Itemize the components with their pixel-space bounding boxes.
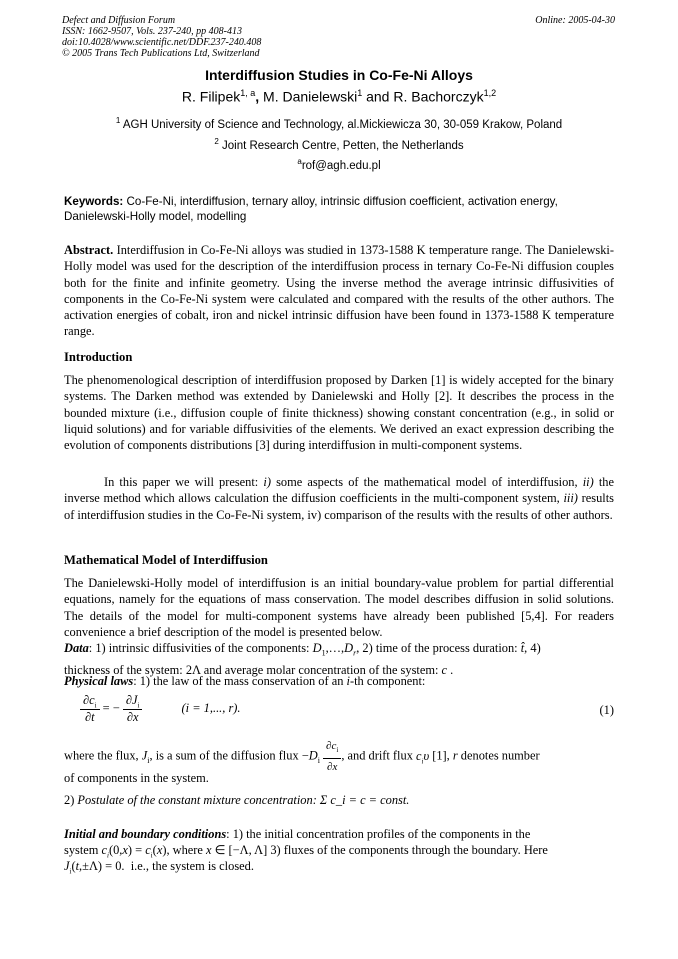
equation-1: $\frac{\partial c_i}{\partial t}$ = − $\frac{\partial J_i}{\partial x}$ (i = 1,..., r). <box>80 693 614 725</box>
physical-laws-text2: -th component: <box>349 674 426 688</box>
postulate-line <box>64 792 614 808</box>
flux-text-b: , is a sum of the diffusion flux <box>149 748 302 763</box>
data-label: Data <box>64 641 89 655</box>
author-2: M. Danielewski <box>263 88 358 105</box>
keywords-text: Co-Fe-Ni, interdiffusion, ternary alloy, intrinsic diffusion coefficient, activation energy, Danielewski-Holly model, modelling <box>64 195 558 223</box>
author-3: R. Bachorczyk <box>393 88 484 105</box>
data-text-c: , 4) <box>524 641 541 655</box>
affiliation-2 <box>0 137 678 152</box>
affiliation-1-sup: 1 <box>115 116 121 125</box>
intro-p2-b: some aspects of the mathematical model of interdiffusion, <box>270 475 583 489</box>
journal-header <box>62 15 261 59</box>
affiliation-1-text: AGH University of Science and Technology, al.Mickiewicza 30, 30-059 Krakow, Poland <box>122 118 563 131</box>
initial-conditions-text-e: i.e., the system is closed. <box>130 859 254 873</box>
copyright: © 2005 Trans Tech Publications Ltd, Switzerland <box>62 48 260 59</box>
initial-conditions-text-a: : 1) the initial concentration profiles of the components in the <box>226 827 531 841</box>
paper-title: Interdiffusion Studies in Co-Fe-Ni Alloys <box>205 67 473 83</box>
intro-paragraph-2 <box>64 474 614 523</box>
section-heading-introduction: Introduction <box>64 350 133 364</box>
keywords-label: Keywords: <box>64 195 124 208</box>
flux-text-e: denotes number <box>457 748 540 763</box>
author-3-sup: 1,2 <box>483 88 497 98</box>
postulate-label: Postulate of the constant mixture concentration <box>77 793 313 807</box>
intro-p2-d: results of interdiffusion studies in the Co-Fe-Ni system, iv) comparison of the results with the results of other authors. <box>64 491 614 522</box>
journal-name: Defect and Diffusion Forum <box>62 15 176 26</box>
affiliation-2-text: Joint Research Centre, Petten, the Netherlands <box>222 139 464 152</box>
initial-conditions-label: Initial and boundary conditions <box>64 827 227 841</box>
initial-conditions-text-b: system <box>64 843 102 857</box>
flux-line-2: of components in the system. <box>64 771 209 785</box>
initial-conditions-line-2: system $c_i(0,x) = c_i(x)$, where x ∈ [−Λ, Λ] 3) fluxes of the components through the boundary. Here <box>64 843 548 860</box>
author-and: and <box>366 88 390 105</box>
author-1-sup: 1, a <box>240 88 256 98</box>
data-line: Data: 1) intrinsic diffusivities of the components: $D_1,\dots,D_r$, 2) time of the process duration: t̂, 4) thickness of the system: 2Λ and average molar concentration of the system: c . <box>64 641 541 677</box>
model-paragraph-1: The Danielewski-Holly model of interdiffusion is an initial boundary-value problem for partial differential equations, namely for the equations of mass conservation. The model describes diffusion in solid solutions. The details of the model for multi-component systems have already been published [5,4]. For readers convenience a brief description of the model is presented below. <box>64 576 614 639</box>
physical-laws-i: i <box>346 674 350 688</box>
flux-text-a: where the flux, <box>64 748 142 763</box>
section-heading-model: Mathematical Model of Interdiffusion <box>64 553 268 567</box>
data-text-a: : 1) intrinsic diffusivities of the components: <box>88 641 313 655</box>
doi: doi:10.4028/www.scientific.net/DDF.237-240.408 <box>62 37 262 48</box>
physical-laws-line <box>64 673 614 689</box>
initial-conditions-line <box>64 826 614 842</box>
abstract-text: Interdiffusion in Co-Fe-Ni alloys was studied in 1373-1588 K temperature range. The Danielewski-Holly model was used for the description of the interdiffusion process in ternary Co-Fe-Ni diffusion couples both for the finite and infinite geometry. Using the inverse method the average intrinsic diffusivities of components in the Co-Fe-Ni system were calculated and compared with the results of the other authors. The activation energies of cobalt, iron and nickel intrinsic diffusion have been found in 1373-1588 K temperature range. <box>64 243 614 339</box>
keywords <box>64 194 614 224</box>
online-date: Online: 2005-04-30 <box>535 15 615 26</box>
initial-conditions-line-3: $J_i(t,\pm\Lambda) = 0$. i.e., the system is closed. <box>64 859 254 876</box>
abstract-label: Abstract. <box>64 243 114 257</box>
author-2-sup: 1 <box>357 88 363 98</box>
issn: ISSN: 1662-9507, Vols. 237-240, pp 408-413 <box>62 26 242 37</box>
intro-p2-i1: i) <box>263 475 271 489</box>
author-1: R. Filipek <box>181 88 241 105</box>
email <box>0 157 678 172</box>
abstract <box>64 242 614 340</box>
affiliation-1 <box>0 116 678 131</box>
flux-text-d: [1], <box>429 748 453 763</box>
time-math: t̂ <box>520 641 525 655</box>
physical-laws-text: : 1) the law of the mass conservation of an <box>133 674 347 688</box>
intro-p2-a: In this paper we will present: <box>104 475 264 489</box>
physical-laws-label: Physical laws <box>64 674 134 688</box>
affiliation-2-sup: 2 <box>214 137 219 146</box>
email-sup: a <box>297 157 302 166</box>
initial-conditions-text-d: 3) fluxes of the components through the boundary. Here <box>267 843 548 857</box>
email-text: rof@agh.edu.pl <box>301 159 381 172</box>
flux-line: where the flux, $J_i$, is a sum of the diffusion flux $-D_i$ $\frac{\partial c_i}{\partial x}$ , and drift flux $c_i\upsilon$ [1], r denotes number <box>64 740 540 774</box>
postulate-equation: : Σ c_i = c = const. <box>312 793 410 807</box>
intro-p2-i2: ii) <box>582 475 594 489</box>
data-text-b: , 2) time of the process duration: <box>356 641 521 655</box>
equation-1-number: (1) <box>599 703 614 717</box>
intro-paragraph-1: The phenomenological description of interdiffusion proposed by Darken [1] is widely accepted for the binary systems. The Darken method was extended by Danielewski and Holly [2]. It describes the process in the bounded mixture (i.e., diffusion couple of finite thickness) showing constant concentration (e.g., in solid or liquid solutions) and for variable diffusivities of the elements. We derived an exact expression describing the evolution of components distributions [3] during interdiffusion in multi-component systems. <box>64 373 614 453</box>
author-list: R. Filipek$^{1, a}$, M. Danielewski$^1$ and R. Bachorczyk$^{1,2}$ <box>181 88 497 105</box>
intro-p2-i3: iii) <box>563 491 578 506</box>
flux-text-c: , and drift flux <box>341 748 416 763</box>
equation-1-range: (i = 1,..., r). <box>181 701 241 716</box>
initial-conditions-text-c: , where <box>166 843 207 857</box>
intro-p2-c: the inverse method which allows calculation the diffusion coefficients in the multi-component system, <box>64 475 614 506</box>
data-text-d: thickness of the system: 2Λ and average molar concentration of the system: <box>64 662 442 677</box>
diffusivities-math: D <box>312 641 322 655</box>
postulate-num: 2) <box>64 793 78 807</box>
